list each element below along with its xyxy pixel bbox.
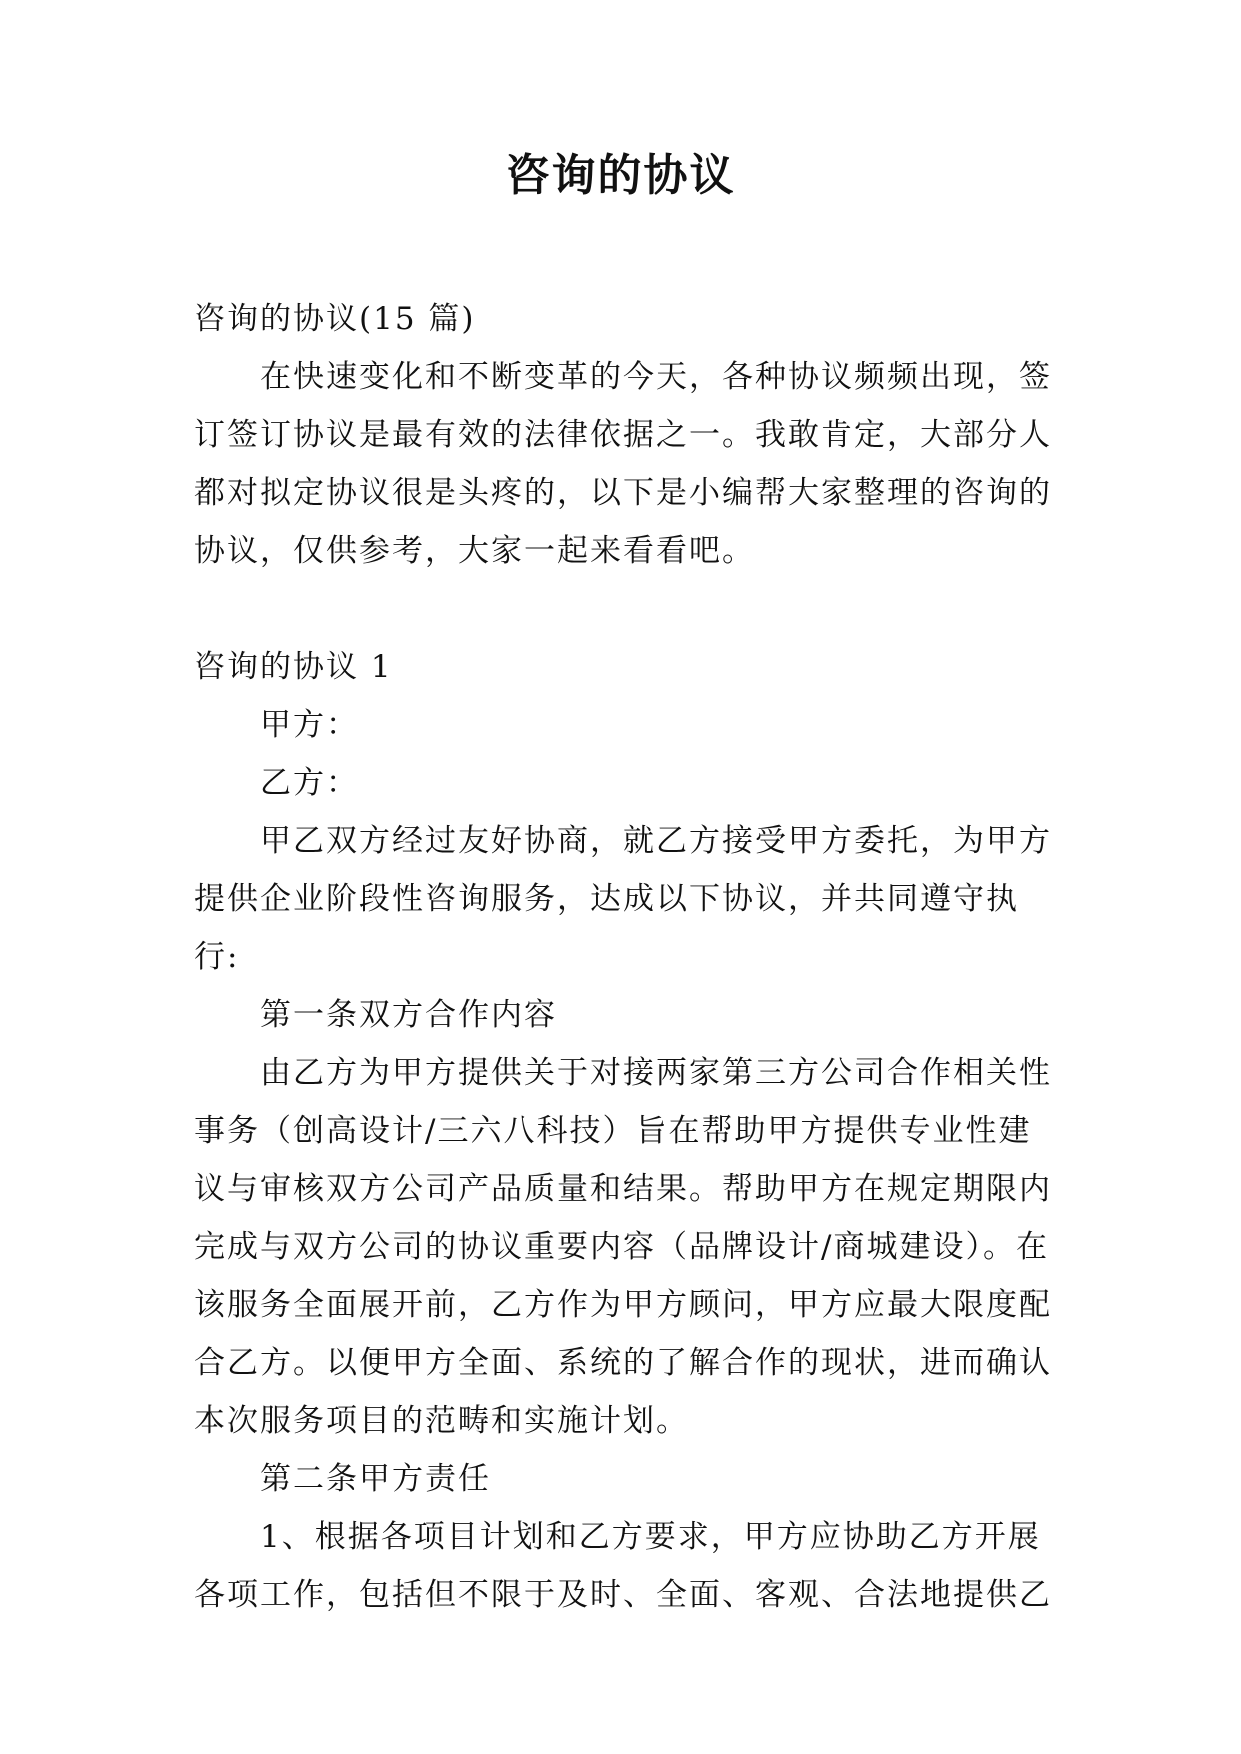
article-1-paragraph: 由乙方为甲方提供关于对接两家第三方公司合作相关性事务（创高设计/三六八科技）旨在帮助甲方提供专业性建议与审核双方公司产品质量和结果。帮助甲方在规定期限内完成与双方公司的协议重要内容（品牌设计/商城建设）。在该服务全面展开前，乙方作为甲方顾问，甲方应最大限度配合乙方。以便甲方全面、系统的了解合作的现状，进而确认本次服务项目的范畴和实施计划。 [194, 1055, 1052, 1439]
article-2-heading: 第二条甲方责任 [260, 1461, 491, 1497]
document-title: 咨询的协议 [505, 150, 736, 201]
article-1-heading: 第一条双方合作内容 [260, 997, 557, 1033]
paragraph-gap [194, 580, 1054, 638]
party-b-line: 乙方： [260, 765, 359, 801]
article-2-item-1: 1、根据各项目计划和乙方要求，甲方应协助乙方开展各项工作，包括但不限于及时、全面、客观、合法地提供乙 [194, 1519, 1052, 1613]
section-heading: 咨询的协议 1 [194, 649, 393, 685]
intro-paragraph: 在快速变化和不断变革的今天，各种协议频频出现，签订签订协议是最有效的法律依据之一。我敢肯定，大部分人都对拟定协议很是头疼的，以下是小编帮大家整理的咨询的协议，仅供参考，大家一起来看看吧。 [194, 359, 1052, 569]
document-subtitle: 咨询的协议(15 篇) [194, 301, 476, 337]
document-body [194, 290, 1054, 1624]
party-a-line: 甲方： [260, 707, 359, 743]
preamble-paragraph: 甲乙双方经过友好协商，就乙方接受甲方委托，为甲方提供企业阶段性咨询服务，达成以下协议，并共同遵守执行: [194, 823, 1052, 975]
